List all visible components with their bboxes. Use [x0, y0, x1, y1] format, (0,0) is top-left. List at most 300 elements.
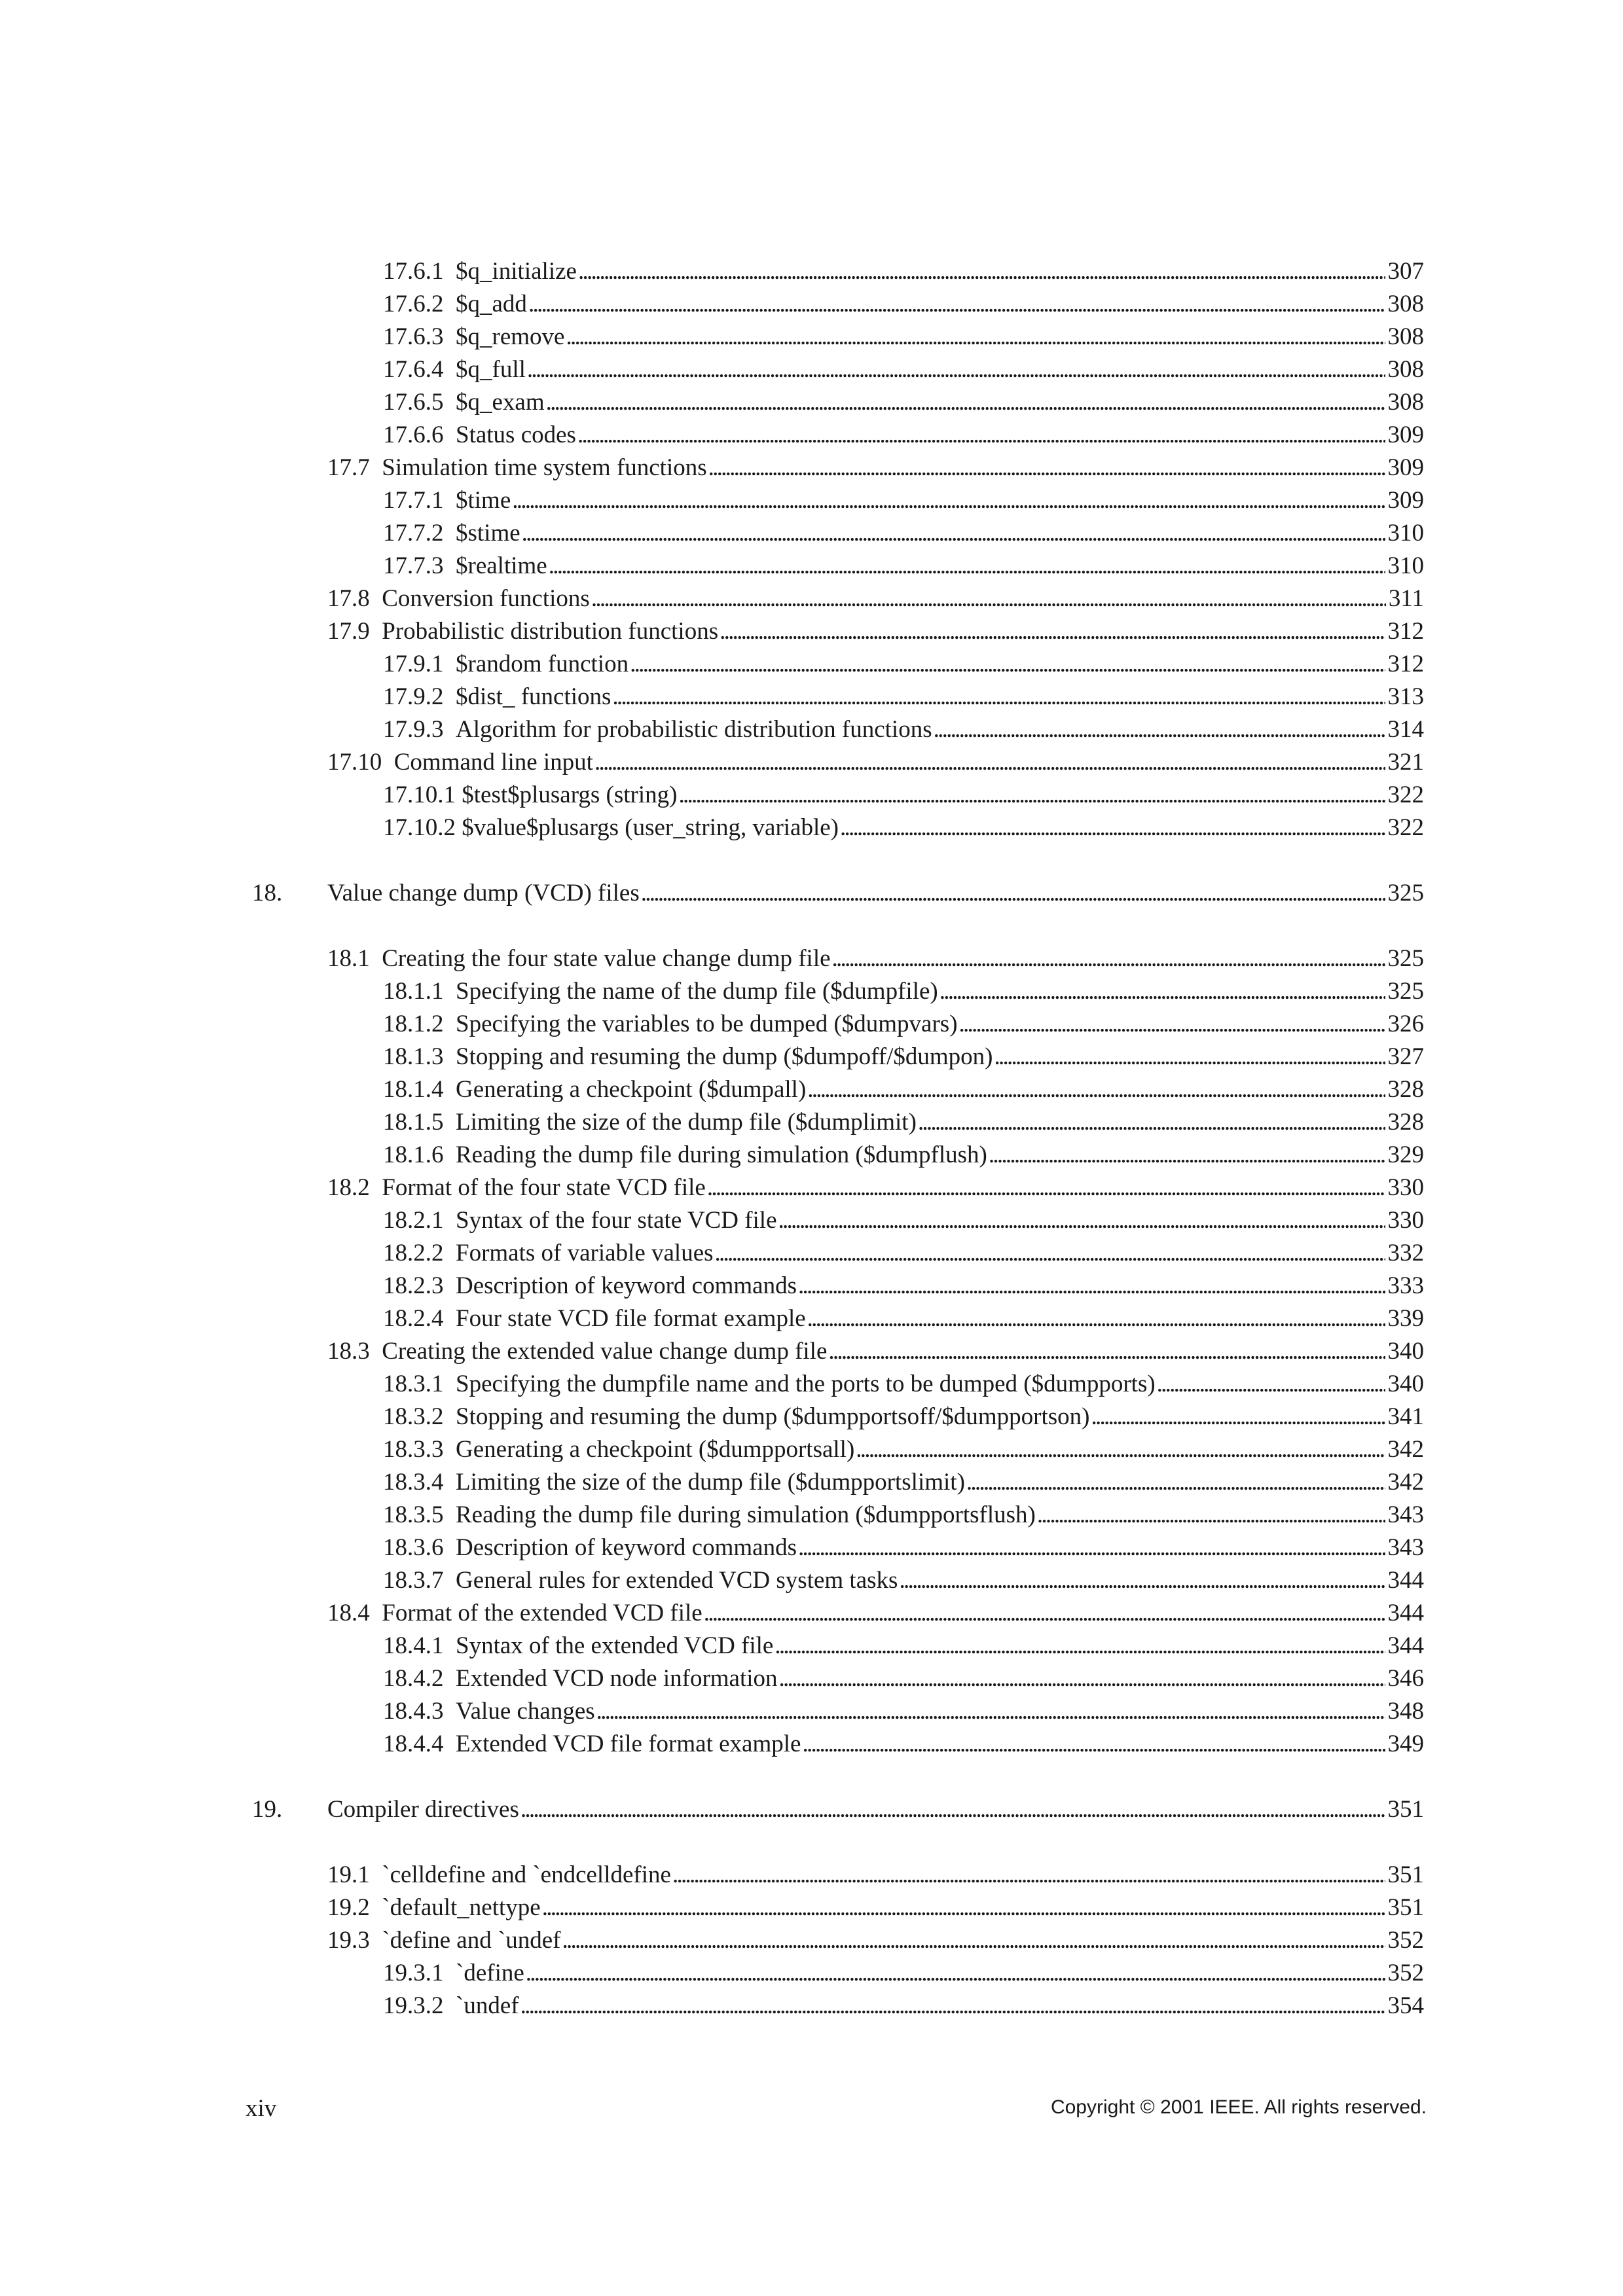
toc-entry-title [327, 1859, 672, 1892]
toc-entry-text: $q_add [456, 291, 527, 317]
toc-entry-text: Generating a checkpoint ($dumpall) [456, 1076, 807, 1103]
toc-entry-title [383, 484, 512, 517]
toc-dot-leader [672, 1859, 1385, 1892]
toc-entry-number: 19.3.2 [383, 1992, 444, 2019]
toc-entry[interactable] [383, 1728, 1424, 1761]
toc-entry-number: 17.10.1 [383, 781, 456, 808]
toc-page-number: 344 [1387, 1632, 1424, 1659]
toc-dot-leader [527, 353, 1385, 386]
toc-page-number: 310 [1387, 520, 1424, 547]
toc-entry-title [383, 1990, 520, 2022]
toc-dot-leader [596, 1695, 1385, 1728]
toc-page-number: 354 [1387, 1992, 1424, 2019]
toc-entry[interactable] [383, 353, 1424, 386]
toc-entry-text: Specifying the name of the dump file ($dumpfile) [456, 978, 938, 1005]
toc-entry-text: Specifying the variables to be dumped ($dumpvars) [456, 1011, 958, 1037]
toc-page-number: 309 [1387, 422, 1424, 448]
toc-entry-title [327, 942, 832, 975]
toc-entry-title [383, 1368, 1157, 1401]
toc-entry-title [383, 812, 840, 844]
toc-entry-number: 18.2.4 [383, 1305, 444, 1332]
toc-entry-text: Format of the extended VCD file [382, 1600, 702, 1626]
toc-entry-title [383, 1957, 526, 1990]
toc-entry-title [383, 1695, 596, 1728]
toc-entry-number: 17.6.5 [383, 389, 444, 416]
toc-entry-title [383, 1564, 899, 1597]
toc-dot-leader [512, 484, 1385, 517]
toc-entry-text: Creating the four state value change dump file [382, 945, 831, 972]
toc-entry-number: 17.9.2 [383, 683, 444, 710]
toc-entry[interactable] [327, 1859, 1424, 1892]
toc-entry[interactable] [383, 1204, 1424, 1237]
toc-entry-title [383, 1204, 778, 1237]
toc-entry-text: `default_nettype [382, 1894, 541, 1921]
toc-page-number: 328 [1387, 1109, 1424, 1136]
toc-entry-text: $q_full [456, 356, 526, 383]
toc-dot-leader [546, 386, 1385, 419]
toc-entry[interactable] [383, 1401, 1424, 1433]
toc-page-number: 342 [1387, 1469, 1424, 1496]
toc-dot-leader [807, 1073, 1385, 1106]
toc-entry-number: 18.1.6 [383, 1141, 444, 1168]
toc-page-number: 344 [1387, 1567, 1424, 1594]
toc-entry-number: 18.4.2 [383, 1665, 444, 1692]
toc-entry[interactable] [383, 1073, 1424, 1106]
toc-dot-leader [1037, 1499, 1385, 1532]
toc-entry[interactable] [383, 550, 1424, 583]
toc-dot-leader [641, 877, 1385, 910]
toc-entry[interactable] [383, 1041, 1424, 1073]
toc-entry[interactable] [383, 288, 1424, 321]
toc-entry-number: 17.8 [327, 585, 370, 612]
toc-dot-leader [720, 615, 1385, 648]
toc-page-number: 346 [1387, 1665, 1424, 1692]
toc-dot-leader [966, 1466, 1385, 1499]
toc-entry-number: 18.3.4 [383, 1469, 444, 1496]
toc-entry-number: 18.1.3 [383, 1043, 444, 1070]
toc-dot-leader [678, 779, 1385, 812]
toc-entry-title [383, 353, 527, 386]
toc-entry[interactable] [383, 1139, 1424, 1172]
toc-page-number: 352 [1387, 1927, 1424, 1954]
toc-entry-title [383, 288, 528, 321]
toc-page-number: 313 [1387, 683, 1424, 710]
toc-entry[interactable] [327, 1597, 1424, 1630]
toc-entry-text: Description of keyword commands [456, 1534, 797, 1561]
toc-entry[interactable] [383, 1433, 1424, 1466]
toc-dot-leader [520, 1793, 1385, 1826]
toc-page-number: 309 [1387, 454, 1424, 481]
toc-entry-number: 17.6.4 [383, 356, 444, 383]
toc-entry-title [327, 877, 641, 910]
toc-entry-number: 17.6.6 [383, 422, 444, 448]
toc-entry-number: 17.7.2 [383, 520, 444, 547]
toc-entry-text: Algorithm for probabilistic distribution functions [456, 716, 932, 743]
toc-page-number: 351 [1387, 1861, 1424, 1888]
toc-entry[interactable] [383, 1695, 1424, 1728]
toc-entry[interactable] [327, 615, 1424, 648]
toc-page-number: 308 [1387, 389, 1424, 416]
toc-entry-title [383, 517, 522, 550]
toc-dot-leader [562, 1924, 1385, 1957]
toc-dot-leader [1091, 1401, 1385, 1433]
toc-dot-leader [549, 550, 1385, 583]
toc-entry-text: Status codes [456, 422, 576, 448]
toc-entry-number: 17.9.1 [383, 651, 444, 677]
toc-entry-number: 18.3 [327, 1338, 370, 1365]
toc-dot-leader [807, 1302, 1385, 1335]
toc-page-number: 312 [1387, 618, 1424, 645]
toc-entry-number: 18.3.6 [383, 1534, 444, 1561]
toc-entry-text: Command line input [393, 749, 593, 776]
toc-entry[interactable] [383, 1106, 1424, 1139]
toc-entry-title [383, 779, 678, 812]
toc-entry-text: Format of the four state VCD file [382, 1174, 706, 1201]
toc-dot-leader [779, 1662, 1385, 1695]
toc-page-number: 349 [1387, 1731, 1424, 1757]
toc-entry-title [383, 1532, 798, 1564]
toc-entry-title [383, 1139, 989, 1172]
toc-entry[interactable] [383, 1957, 1424, 1990]
toc-entry-number: 17.6.3 [383, 323, 444, 350]
toc-entry-number: 18.1.1 [383, 978, 444, 1005]
toc-dot-leader [578, 255, 1385, 288]
toc-dot-leader [594, 746, 1385, 779]
toc-entry-text: $time [456, 487, 511, 514]
toc-entry-text: $q_exam [456, 389, 545, 416]
toc-entry-title [327, 1172, 707, 1204]
toc-entry-text: $q_initialize [456, 258, 577, 285]
toc-page-number: 339 [1387, 1305, 1424, 1332]
toc-page-number: 329 [1387, 1141, 1424, 1168]
toc-entry-title [327, 1924, 562, 1957]
toc-entry[interactable] [327, 942, 1424, 975]
toc-entry-number: 18.4.1 [383, 1632, 444, 1659]
toc-entry-title [383, 1237, 715, 1270]
toc-entry-text: General rules for extended VCD system tasks [456, 1567, 898, 1594]
toc-page-number: 352 [1387, 1960, 1424, 1986]
toc-entry[interactable] [327, 452, 1424, 484]
toc-page-number: 325 [1387, 978, 1424, 1005]
toc-entry-title [383, 1073, 807, 1106]
toc-page-number: 310 [1387, 552, 1424, 579]
toc-page-number: 342 [1387, 1436, 1424, 1463]
toc-page-number: 330 [1387, 1207, 1424, 1234]
toc-page-number: 343 [1387, 1534, 1424, 1561]
toc-entry-number: 18.2.3 [383, 1272, 444, 1299]
toc-entry-text: $value$plusargs (user_string, variable) [462, 814, 839, 841]
toc-dot-leader [918, 1106, 1385, 1139]
toc-dot-leader [856, 1433, 1385, 1466]
toc-entry-text: $q_remove [456, 323, 565, 350]
toc-entry[interactable] [383, 321, 1424, 353]
toc-dot-leader [520, 1990, 1385, 2022]
toc-dot-leader [778, 1204, 1385, 1237]
toc-entry[interactable] [383, 1270, 1424, 1302]
toc-page-number: 312 [1387, 651, 1424, 677]
toc-entry-title [383, 1433, 856, 1466]
toc-page-number: 308 [1387, 323, 1424, 350]
toc-entry-text: Compiler directives [327, 1796, 519, 1823]
toc-entry-number: 18.1.2 [383, 1011, 444, 1037]
toc-dot-leader [899, 1564, 1385, 1597]
toc-dot-leader [630, 648, 1385, 681]
toc-entry-text: Limiting the size of the dump file ($dumplimit) [456, 1109, 917, 1136]
toc-entry-text: Syntax of the four state VCD file [456, 1207, 777, 1234]
toc-page-number: 340 [1387, 1371, 1424, 1397]
toc-entry-text: `define and `undef [382, 1927, 561, 1954]
toc-dot-leader [798, 1270, 1385, 1302]
toc-entry-title [383, 713, 934, 746]
toc-entry-text: $random function [456, 651, 629, 677]
toc-entry-number: 17.7.3 [383, 552, 444, 579]
toc-entry-number: 18.3.3 [383, 1436, 444, 1463]
toc-entry-text: Value change dump (VCD) files [327, 880, 640, 906]
toc-entry-text: Probabilistic distribution functions [382, 618, 719, 645]
toc-entry-number: 18.3.2 [383, 1403, 444, 1430]
toc-entry-number: 17.9.3 [383, 716, 444, 743]
toc-entry-title [383, 1662, 779, 1695]
toc-chapter-entry[interactable] [327, 877, 1424, 910]
toc-entry-title [383, 1499, 1037, 1532]
toc-entry-number: 19.3 [327, 1927, 370, 1954]
toc-entry-number: 18.4.4 [383, 1731, 444, 1757]
toc-entry-title [383, 321, 566, 353]
toc-entry[interactable] [383, 1008, 1424, 1041]
toc-entry-text: Stopping and resuming the dump ($dumpportsoff/$dumpportson) [456, 1403, 1090, 1430]
toc-entry-title [327, 1793, 520, 1826]
toc-entry[interactable] [383, 713, 1424, 746]
toc-page-number: 341 [1387, 1403, 1424, 1430]
toc-dot-leader [775, 1630, 1385, 1662]
toc-entry-title [383, 1270, 798, 1302]
toc-entry[interactable] [383, 1532, 1424, 1564]
toc-dot-leader [566, 321, 1385, 353]
toc-entry[interactable] [383, 484, 1424, 517]
toc-entry-number: 18.3.5 [383, 1501, 444, 1528]
toc-entry-text: Reading the dump file during simulation ($dumpflush) [456, 1141, 987, 1168]
toc-entry-number: 17.7.1 [383, 487, 444, 514]
toc-entry[interactable] [327, 1924, 1424, 1957]
toc-entry-title [383, 550, 549, 583]
toc-entry-number: 19.1 [327, 1861, 370, 1888]
toc-page-number: 322 [1387, 781, 1424, 808]
toc-entry[interactable] [383, 648, 1424, 681]
toc-entry-title [383, 419, 577, 452]
toc-entry-number: 19.3.1 [383, 1960, 444, 1986]
toc-page-number: 326 [1387, 1011, 1424, 1037]
toc-entry[interactable] [327, 1892, 1424, 1924]
toc-entry-number: 18.2.2 [383, 1240, 444, 1266]
toc-dot-leader [989, 1139, 1385, 1172]
toc-entry-text: Simulation time system functions [382, 454, 707, 481]
toc-entry-title [383, 1401, 1091, 1433]
toc-entry[interactable] [383, 1990, 1424, 2022]
toc-entry-number: 18.4 [327, 1600, 370, 1626]
toc-dot-leader [522, 517, 1385, 550]
toc-page-number: 321 [1387, 749, 1424, 776]
toc-entry-title [383, 648, 630, 681]
toc-entry-number: 18.2.1 [383, 1207, 444, 1234]
toc-page-number: 332 [1387, 1240, 1424, 1266]
toc-entry-number: 17.7 [327, 454, 370, 481]
toc-entry-title [383, 1008, 959, 1041]
toc-entry-text: Extended VCD file format example [456, 1731, 801, 1757]
toc-entry-text: Stopping and resuming the dump ($dumpoff/$dumpon) [456, 1043, 993, 1070]
toc-dot-leader [1157, 1368, 1385, 1401]
toc-entry-title [327, 1597, 704, 1630]
toc-entry-text: `undef [456, 1992, 519, 2019]
toc-entry[interactable] [383, 255, 1424, 288]
toc-entry-text: Value changes [456, 1698, 595, 1725]
toc-dot-leader [577, 419, 1385, 452]
toc-entry-text: $stime [456, 520, 520, 547]
toc-entry[interactable] [327, 583, 1424, 615]
toc-entry[interactable] [383, 419, 1424, 452]
toc-entry[interactable] [327, 1335, 1424, 1368]
toc-dot-leader [708, 452, 1385, 484]
toc-page-number: 322 [1387, 814, 1424, 841]
toc-page-number: 330 [1387, 1174, 1424, 1201]
toc-page-number: 351 [1387, 1796, 1424, 1823]
toc-dot-leader [798, 1532, 1385, 1564]
toc-entry-title [327, 452, 708, 484]
toc-entry-title [327, 1335, 828, 1368]
toc-entry-number: 18.2 [327, 1174, 370, 1201]
toc-dot-leader [707, 1172, 1385, 1204]
toc-entry-text: `define [456, 1960, 524, 1986]
toc-entry[interactable] [383, 779, 1424, 812]
toc-dot-leader [802, 1728, 1385, 1761]
toc-entry-text: $dist_ functions [456, 683, 611, 710]
toc-entry-number: 18.3.1 [383, 1371, 444, 1397]
toc-dot-leader [828, 1335, 1385, 1368]
toc-entry-title [383, 1106, 918, 1139]
page-number-roman: xiv [246, 2095, 277, 2122]
toc-entry-text: Formats of variable values [456, 1240, 714, 1266]
toc-entry[interactable] [383, 1564, 1424, 1597]
toc-entry-text: `celldefine and `endcelldefine [382, 1861, 671, 1888]
toc-dot-leader [832, 942, 1385, 975]
toc-chapter-entry[interactable] [327, 1793, 1424, 1826]
toc-entry-text: Creating the extended value change dump file [382, 1338, 828, 1365]
toc-entry-text: Extended VCD node information [456, 1665, 778, 1692]
toc-page-number: 309 [1387, 487, 1424, 514]
toc-entry-number: 18.1.4 [383, 1076, 444, 1103]
toc-entry-title [383, 1630, 775, 1662]
toc-entry-title [383, 975, 939, 1008]
toc-entry[interactable] [383, 1499, 1424, 1532]
toc-chapter-number: 18. [252, 880, 283, 906]
toc-entry-title [383, 1466, 966, 1499]
toc-entry-number: 18.3.7 [383, 1567, 444, 1594]
toc-entry-number: 17.6.2 [383, 291, 444, 317]
toc-dot-leader [612, 681, 1385, 713]
toc-dot-leader [840, 812, 1385, 844]
toc-page-number: 308 [1387, 356, 1424, 383]
toc-dot-leader [591, 583, 1386, 615]
toc-dot-leader [526, 1957, 1385, 1990]
toc-page-number: 325 [1387, 945, 1424, 972]
toc-dot-leader [934, 713, 1385, 746]
toc-entry-text: Conversion functions [382, 585, 590, 612]
toc-page-number: 348 [1387, 1698, 1424, 1725]
toc-entry-title [383, 255, 578, 288]
toc-page-number: 311 [1388, 585, 1424, 612]
toc-dot-leader [959, 1008, 1385, 1041]
toc-page-number: 343 [1387, 1501, 1424, 1528]
toc-entry-text: $test$plusargs (string) [462, 781, 678, 808]
toc-entry-number: 17.10 [327, 749, 382, 776]
toc-dot-leader [542, 1892, 1385, 1924]
toc-entry[interactable] [383, 386, 1424, 419]
toc-entry-title [383, 1302, 807, 1335]
toc-entry-title [383, 386, 546, 419]
toc-entry-title [383, 681, 612, 713]
toc-entry[interactable] [327, 1172, 1424, 1204]
toc-entry[interactable] [383, 1368, 1424, 1401]
toc-entry-number: 17.6.1 [383, 258, 444, 285]
toc-page-number: 328 [1387, 1076, 1424, 1103]
toc-entry-text: Reading the dump file during simulation ($dumpportsflush) [456, 1501, 1036, 1528]
toc-entry-text: $realtime [456, 552, 547, 579]
toc-entry[interactable] [383, 1466, 1424, 1499]
toc-entry-number: 17.10.2 [383, 814, 456, 841]
toc-entry-title [327, 746, 594, 779]
toc-dot-leader [704, 1597, 1385, 1630]
toc-entry-number: 18.1.5 [383, 1109, 444, 1136]
toc-entry[interactable] [383, 517, 1424, 550]
toc-entry-title [327, 583, 591, 615]
toc-dot-leader [994, 1041, 1385, 1073]
toc-entry[interactable] [383, 1630, 1424, 1662]
toc-entry-text: Generating a checkpoint ($dumpportsall) [456, 1436, 855, 1463]
toc-page-number: 308 [1387, 291, 1424, 317]
toc-page-number: 340 [1387, 1338, 1424, 1365]
toc-entry-number: 18.1 [327, 945, 370, 972]
toc-entry[interactable] [327, 746, 1424, 779]
toc-entry[interactable] [383, 1302, 1424, 1335]
toc-entry-title [383, 1728, 802, 1761]
toc-page-number: 307 [1387, 258, 1424, 285]
toc-entry-number: 18.4.3 [383, 1698, 444, 1725]
toc-page-number: 351 [1387, 1894, 1424, 1921]
toc-page-number: 333 [1387, 1272, 1424, 1299]
toc-entry[interactable] [383, 812, 1424, 844]
toc-entry-title [327, 1892, 542, 1924]
toc-dot-leader [715, 1237, 1385, 1270]
toc-page-number: 314 [1387, 716, 1424, 743]
toc-chapter-number: 19. [252, 1796, 283, 1823]
toc-entry-title [383, 1041, 994, 1073]
toc-entry[interactable] [383, 1237, 1424, 1270]
toc-entry-text: Syntax of the extended VCD file [456, 1632, 774, 1659]
toc-page-number: 327 [1387, 1043, 1424, 1070]
toc-entry-number: 17.9 [327, 618, 370, 645]
toc-entry-text: Limiting the size of the dump file ($dumpportslimit) [456, 1469, 965, 1496]
toc-page-number: 325 [1387, 880, 1424, 906]
toc-entry-text: Four state VCD file format example [456, 1305, 806, 1332]
toc-entry-text: Specifying the dumpfile name and the ports to be dumped ($dumpports) [456, 1371, 1156, 1397]
toc-entry[interactable] [383, 975, 1424, 1008]
toc-entry-number: 19.2 [327, 1894, 370, 1921]
toc-entry-text: Description of keyword commands [456, 1272, 797, 1299]
toc-entry[interactable] [383, 681, 1424, 713]
toc-dot-leader [939, 975, 1385, 1008]
copyright-notice: Copyright © 2001 IEEE. All rights reserved. [1050, 2096, 1427, 2118]
toc-page-number: 344 [1387, 1600, 1424, 1626]
toc-entry[interactable] [383, 1662, 1424, 1695]
